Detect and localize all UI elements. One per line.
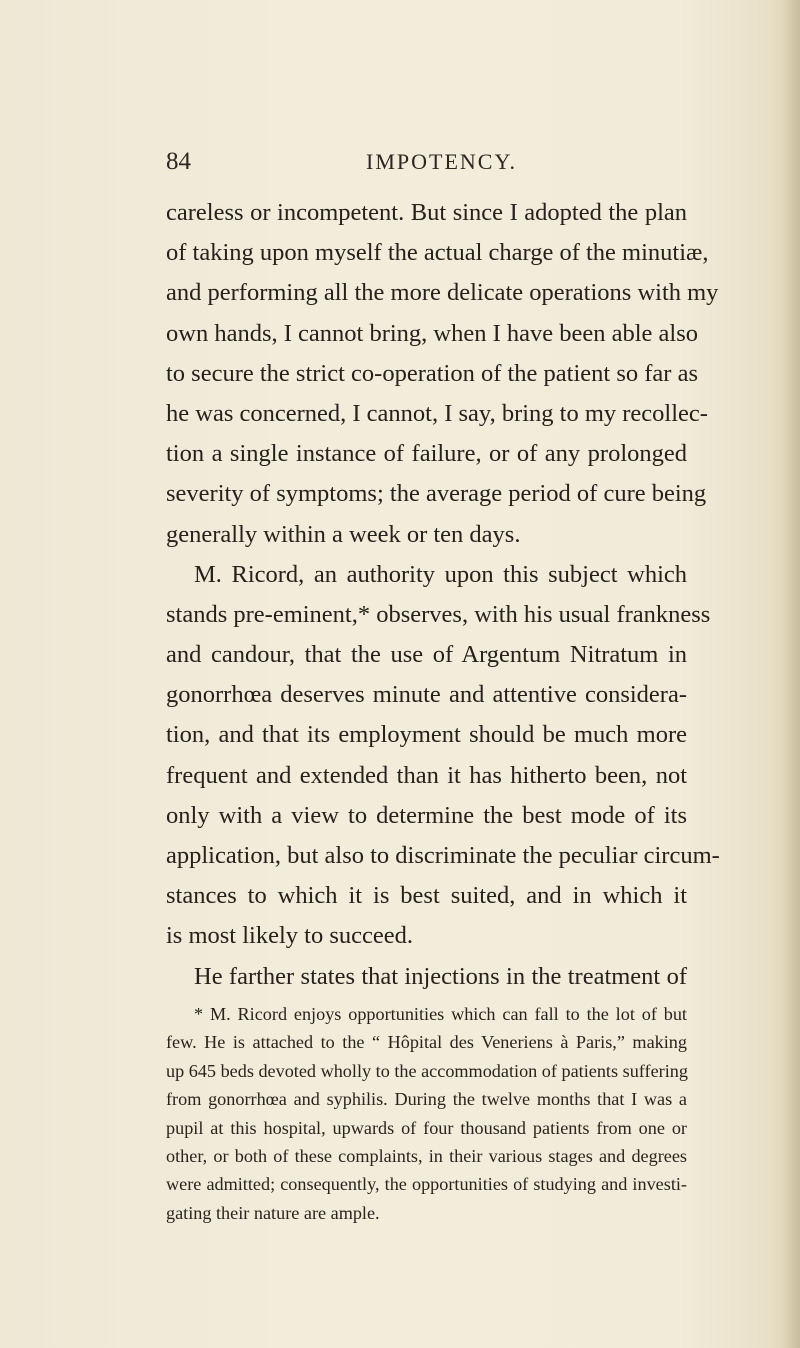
page-header	[166, 148, 686, 178]
footnote-line: few. He is attached to the “ Hôpital des Veneriens à Paris,” making	[166, 1032, 687, 1053]
footnote-line: * M. Ricord enjoys opportunities which can fall to the lot of but	[194, 1004, 687, 1024]
text-line: tion a single instance of failure, or of any prolonged	[166, 440, 687, 468]
footnote	[166, 1000, 687, 1227]
text-line: own hands, I cannot bring, when I have been able also	[166, 319, 699, 347]
running-head: IMPOTENCY.	[366, 149, 518, 174]
body-text	[166, 193, 720, 997]
footnote-line: pupil at this hospital, upwards of four thousand patients from one or	[166, 1117, 687, 1138]
text-line: severity of symptoms; the average period of cure being	[166, 480, 707, 508]
text-line: tion, and that its employment should be much more	[166, 721, 687, 749]
footnote-line: were admitted; consequently, the opportunities of studying and investi-	[166, 1174, 687, 1195]
paragraph-start-line: He farther states that injections in the treatment of	[194, 962, 687, 990]
text-line: stands pre-eminent,* observes, with his usual frankness	[166, 600, 711, 628]
text-line: only with a view to determine the best mode of its	[166, 801, 687, 829]
text-line: careless or incompetent. But since I adopted the plan	[166, 199, 687, 226]
page-number: 84	[166, 148, 191, 175]
footnote-line: gating their nature are ample.	[166, 1202, 380, 1223]
footnote-line: from gonorrhœa and syphilis. During the twelve months that I was a	[166, 1089, 687, 1110]
text-line: application, but also to discriminate the peculiar circum-	[166, 842, 720, 869]
text-line: gonorrhœa deserves minute and attentive considera-	[166, 681, 687, 709]
text-line: is most likely to succeed.	[166, 922, 413, 950]
text-line: stances to which it is best suited, and in which it	[166, 882, 687, 910]
paragraph-start-line: M. Ricord, an authority upon this subject which	[194, 560, 687, 588]
text-line: to secure the strict co-operation of the patient so far as	[166, 359, 698, 387]
text-line: he was concerned, I cannot, I say, bring to my recollec-	[166, 399, 708, 427]
footnote-line: up 645 beds devoted wholly to the accommodation of patients suffering	[166, 1060, 688, 1081]
text-line: frequent and extended than it has hitherto been, not	[166, 761, 687, 789]
text-line: generally within a week or ten days.	[166, 520, 521, 548]
text-line: and candour, that the use of Argentum Nitratum in	[166, 641, 687, 669]
footnote-line: other, or both of these complaints, in their various stages and degrees	[166, 1145, 687, 1166]
text-line: and performing all the more delicate operations with my	[166, 279, 719, 307]
page-edge-shadow	[782, 0, 800, 1348]
text-line: of taking upon myself the actual charge of the minutiæ,	[166, 239, 709, 267]
